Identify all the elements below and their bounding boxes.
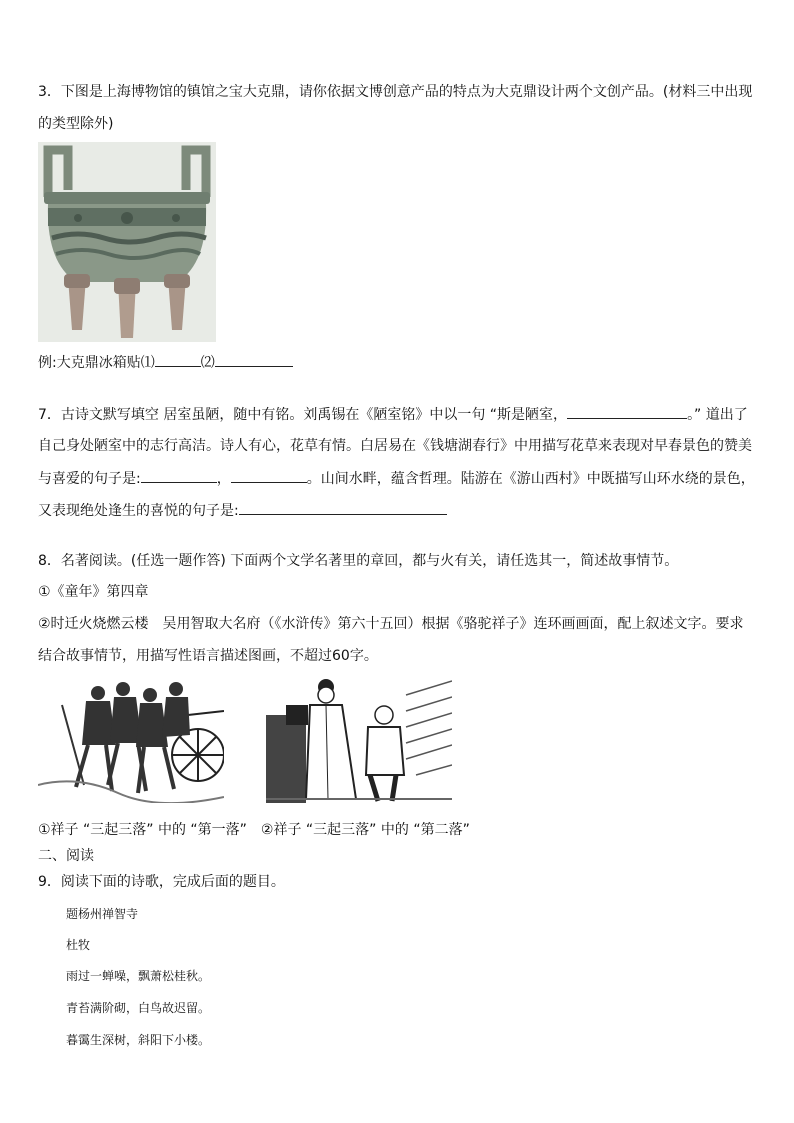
q8-text-line3: 结合故事情节，用描写性语言描述图画，不超过60字。 — [38, 648, 378, 664]
q3-example-separator: ⑵ — [200, 355, 215, 371]
q7-text-line1 — [38, 404, 748, 425]
q3-example-label: 例:大克鼎冰箱贴⑴ — [38, 355, 155, 371]
q7-text-1b: 。” 道出了 — [687, 407, 748, 423]
comic-illustration-1 — [38, 675, 224, 803]
bronze-ding-image — [38, 142, 216, 342]
q7-text-3b: ， — [216, 471, 231, 487]
poem-line-3: 暮霭生深树，斜阳下小楼。 — [66, 1033, 211, 1047]
q3-example-line — [38, 352, 293, 373]
q7-answer-blank-4[interactable] — [239, 500, 447, 515]
q8-illustration-caption: ①祥子 “三起三落” 中的 “第一落” ②祥子 “三起三落” 中的 “第二落” — [38, 822, 470, 838]
q8-text-line1: 8．名著阅读。(任选一题作答) 下面两个文学名著里的章回，都与火有关，请任选其一，简述故事情节。 — [38, 553, 679, 569]
q7-text-3a: 与喜爱的句子是: — [38, 471, 141, 487]
q7-text-line4 — [38, 500, 447, 521]
q3-text-line1: 3．下图是上海博物馆的镇馆之宝大克鼎，请你依据文博创意产品的特点为大克鼎设计两个文创产品。(材料三中出现 — [38, 84, 753, 100]
q7-text-line3 — [38, 468, 755, 489]
q7-answer-blank-2[interactable] — [141, 468, 217, 483]
q7-text-4: 又表现绝处逢生的喜悦的句子是: — [38, 503, 239, 519]
q3-text-line2: 的类型除外) — [38, 116, 114, 132]
comic-illustration-2 — [266, 675, 452, 803]
section-heading-reading: 二、阅读 — [38, 848, 94, 864]
q7-text-line2: 自己身处陋室中的志行高洁。诗人有心，花草有情。白居易在《钱塘湖春行》中用描写花草来表现对早春景色的赞美 — [38, 438, 752, 454]
q7-text-3c: 。山间水畔，蕴含哲理。陆游在《游山西村》中既描写山环水绕的景色， — [306, 471, 755, 487]
q9-text-line1: 9．阅读下面的诗歌，完成后面的题目。 — [38, 874, 285, 890]
poem-line-2: 青苔满阶砌，白鸟故迟留。 — [66, 1001, 211, 1015]
q7-answer-blank-3[interactable] — [231, 468, 307, 483]
q8-option-1: ①《童年》第四章 — [38, 584, 149, 600]
q7-text-1a: 7．古诗文默写填空 居室虽陋，随中有铭。刘禹锡在《陋室铭》中以一句 “斯是陋室， — [38, 407, 568, 423]
q7-answer-blank-1[interactable] — [567, 404, 687, 419]
q3-answer-blank-2[interactable] — [215, 352, 293, 367]
poem-title: 题杨州禅智寺 — [66, 907, 139, 921]
q8-option-2: ②时迁火烧燃云楼 吴用智取大名府（《水浒传》第六十五回）根据《骆驼祥子》连环画画面，配上叙述文字。要求 — [38, 616, 744, 632]
poem-line-1: 雨过一蝉噪，飘萧松桂秋。 — [66, 969, 211, 983]
poem-author: 杜牧 — [66, 938, 91, 952]
q3-answer-blank-1[interactable] — [155, 352, 201, 367]
